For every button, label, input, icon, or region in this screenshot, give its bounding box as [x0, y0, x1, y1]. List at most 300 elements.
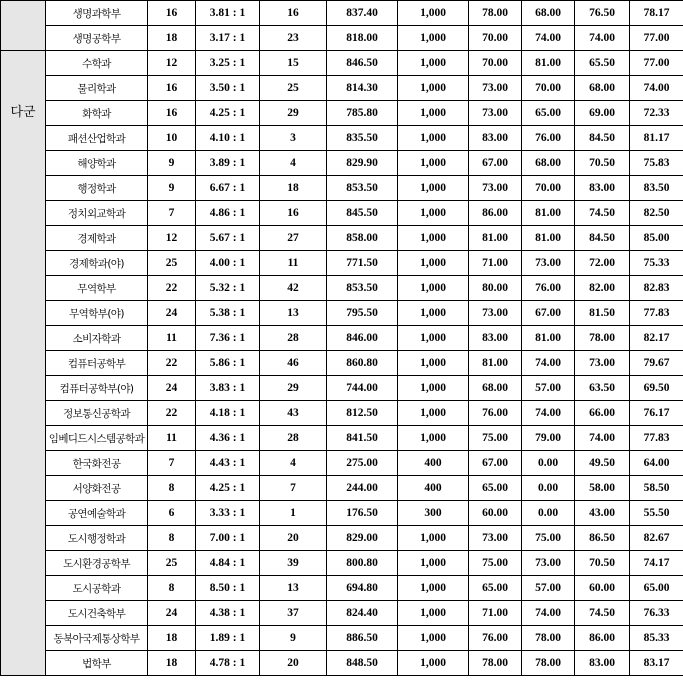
score-c-cell: 74.50	[575, 601, 630, 626]
score-d-cell: 81.17	[630, 126, 683, 151]
quota-cell: 16	[148, 101, 196, 126]
competition-rate-cell: 3.25 : 1	[196, 51, 260, 76]
quota-cell: 24	[148, 601, 196, 626]
score-b-cell: 81.00	[522, 326, 575, 351]
additional-pass-cell: 25	[260, 76, 327, 101]
max-score-cell: 400	[398, 451, 469, 476]
competition-rate-cell: 6.67 : 1	[196, 176, 260, 201]
competition-rate-cell: 4.84 : 1	[196, 551, 260, 576]
score-a-cell: 78.00	[469, 651, 522, 676]
score-d-cell: 78.17	[630, 1, 683, 26]
table-row	[1, 526, 683, 551]
score-a-cell: 60.00	[469, 501, 522, 526]
score-a-cell: 83.00	[469, 126, 522, 151]
table-row	[1, 51, 683, 76]
score-b-cell: 67.00	[522, 301, 575, 326]
score-a-cell: 68.00	[469, 376, 522, 401]
competition-rate-cell: 4.43 : 1	[196, 451, 260, 476]
quota-cell: 11	[148, 326, 196, 351]
group-label-cell: 다군	[1, 51, 46, 676]
max-score-cell: 1,000	[398, 326, 469, 351]
score-a-cell: 76.00	[469, 626, 522, 651]
score-b-cell: 78.00	[522, 651, 575, 676]
additional-pass-cell: 18	[260, 176, 327, 201]
score-b-cell: 0.00	[522, 501, 575, 526]
score-c-cell: 83.00	[575, 651, 630, 676]
department-name-cell: 도시공학과	[46, 576, 148, 601]
table-row	[1, 576, 683, 601]
score-a-cell: 65.00	[469, 476, 522, 501]
max-score-cell: 1,000	[398, 551, 469, 576]
score-b-cell: 73.00	[522, 551, 575, 576]
quota-cell: 24	[148, 301, 196, 326]
max-score-cell: 1,000	[398, 76, 469, 101]
max-score-cell: 1,000	[398, 251, 469, 276]
score-d-cell: 72.33	[630, 101, 683, 126]
department-name-cell: 행정학과	[46, 176, 148, 201]
score-d-cell: 83.17	[630, 651, 683, 676]
department-name-cell: 공연예술학과	[46, 501, 148, 526]
total-score-cell: 176.50	[327, 501, 398, 526]
score-c-cell: 69.00	[575, 101, 630, 126]
score-a-cell: 86.00	[469, 201, 522, 226]
max-score-cell: 1,000	[398, 301, 469, 326]
score-d-cell: 74.00	[630, 76, 683, 101]
score-b-cell: 76.00	[522, 126, 575, 151]
score-a-cell: 81.00	[469, 226, 522, 251]
department-name-cell: 정치외교학과	[46, 201, 148, 226]
additional-pass-cell: 1	[260, 501, 327, 526]
table-row	[1, 651, 683, 676]
max-score-cell: 1,000	[398, 526, 469, 551]
additional-pass-cell: 23	[260, 26, 327, 51]
score-d-cell: 69.50	[630, 376, 683, 401]
competition-rate-cell: 3.33 : 1	[196, 501, 260, 526]
department-name-cell: 생명공학부	[46, 26, 148, 51]
score-a-cell: 73.00	[469, 176, 522, 201]
department-name-cell: 도시환경공학부	[46, 551, 148, 576]
max-score-cell: 1,000	[398, 101, 469, 126]
total-score-cell: 800.80	[327, 551, 398, 576]
score-a-cell: 70.00	[469, 51, 522, 76]
score-d-cell: 79.67	[630, 351, 683, 376]
max-score-cell: 300	[398, 501, 469, 526]
competition-rate-cell: 3.83 : 1	[196, 376, 260, 401]
total-score-cell: 846.00	[327, 326, 398, 351]
max-score-cell: 1,000	[398, 201, 469, 226]
max-score-cell: 1,000	[398, 26, 469, 51]
total-score-cell: 812.50	[327, 401, 398, 426]
additional-pass-cell: 3	[260, 126, 327, 151]
score-b-cell: 79.00	[522, 426, 575, 451]
department-name-cell: 도시행정학과	[46, 526, 148, 551]
additional-pass-cell: 16	[260, 201, 327, 226]
department-name-cell: 경제학과(야)	[46, 251, 148, 276]
max-score-cell: 400	[398, 476, 469, 501]
total-score-cell: 853.50	[327, 176, 398, 201]
total-score-cell: 694.80	[327, 576, 398, 601]
score-c-cell: 86.50	[575, 526, 630, 551]
table-row	[1, 351, 683, 376]
quota-cell: 22	[148, 401, 196, 426]
additional-pass-cell: 4	[260, 151, 327, 176]
score-a-cell: 78.00	[469, 1, 522, 26]
department-name-cell: 정보통신공학과	[46, 401, 148, 426]
total-score-cell: 835.50	[327, 126, 398, 151]
department-name-cell: 패션산업학과	[46, 126, 148, 151]
score-c-cell: 58.00	[575, 476, 630, 501]
max-score-cell: 1,000	[398, 151, 469, 176]
department-name-cell: 무역학부(야)	[46, 301, 148, 326]
competition-rate-cell: 4.78 : 1	[196, 651, 260, 676]
score-d-cell: 85.33	[630, 626, 683, 651]
score-d-cell: 77.83	[630, 426, 683, 451]
additional-pass-cell: 42	[260, 276, 327, 301]
score-c-cell: 76.50	[575, 1, 630, 26]
score-a-cell: 71.00	[469, 251, 522, 276]
table-row	[1, 476, 683, 501]
score-b-cell: 74.00	[522, 26, 575, 51]
department-name-cell: 소비자학과	[46, 326, 148, 351]
quota-cell: 11	[148, 426, 196, 451]
department-name-cell: 해양학과	[46, 151, 148, 176]
score-c-cell: 73.00	[575, 351, 630, 376]
max-score-cell: 1,000	[398, 576, 469, 601]
table-row	[1, 126, 683, 151]
max-score-cell: 1,000	[398, 651, 469, 676]
score-a-cell: 67.00	[469, 151, 522, 176]
max-score-cell: 1,000	[398, 126, 469, 151]
score-b-cell: 65.00	[522, 101, 575, 126]
max-score-cell: 1,000	[398, 376, 469, 401]
department-name-cell: 한국화전공	[46, 451, 148, 476]
competition-rate-cell: 4.25 : 1	[196, 476, 260, 501]
max-score-cell: 1,000	[398, 276, 469, 301]
score-b-cell: 73.00	[522, 251, 575, 276]
department-name-cell: 법학부	[46, 651, 148, 676]
max-score-cell: 1,000	[398, 601, 469, 626]
additional-pass-cell: 7	[260, 476, 327, 501]
competition-rate-cell: 5.32 : 1	[196, 276, 260, 301]
additional-pass-cell: 46	[260, 351, 327, 376]
total-score-cell: 860.80	[327, 351, 398, 376]
additional-pass-cell: 28	[260, 426, 327, 451]
additional-pass-cell: 11	[260, 251, 327, 276]
quota-cell: 18	[148, 26, 196, 51]
additional-pass-cell: 13	[260, 301, 327, 326]
score-c-cell: 68.00	[575, 76, 630, 101]
quota-cell: 16	[148, 1, 196, 26]
score-c-cell: 65.50	[575, 51, 630, 76]
score-b-cell: 57.00	[522, 576, 575, 601]
score-c-cell: 84.50	[575, 226, 630, 251]
score-d-cell: 74.17	[630, 551, 683, 576]
score-b-cell: 75.00	[522, 526, 575, 551]
max-score-cell: 1,000	[398, 226, 469, 251]
total-score-cell: 275.00	[327, 451, 398, 476]
table-row	[1, 176, 683, 201]
quota-cell: 18	[148, 651, 196, 676]
score-a-cell: 73.00	[469, 76, 522, 101]
additional-pass-cell: 43	[260, 401, 327, 426]
score-c-cell: 60.00	[575, 576, 630, 601]
quota-cell: 16	[148, 76, 196, 101]
competition-rate-cell: 1.89 : 1	[196, 626, 260, 651]
additional-pass-cell: 37	[260, 601, 327, 626]
table-row	[1, 501, 683, 526]
score-c-cell: 81.50	[575, 301, 630, 326]
score-a-cell: 67.00	[469, 451, 522, 476]
quota-cell: 12	[148, 51, 196, 76]
score-c-cell: 66.00	[575, 401, 630, 426]
competition-rate-cell: 3.17 : 1	[196, 26, 260, 51]
score-d-cell: 82.50	[630, 201, 683, 226]
competition-rate-cell: 4.86 : 1	[196, 201, 260, 226]
quota-cell: 18	[148, 626, 196, 651]
score-c-cell: 70.50	[575, 151, 630, 176]
max-score-cell: 1,000	[398, 351, 469, 376]
score-a-cell: 80.00	[469, 276, 522, 301]
table-row	[1, 26, 683, 51]
department-name-cell: 물리학과	[46, 76, 148, 101]
department-name-cell: 수학과	[46, 51, 148, 76]
competition-rate-cell: 7.36 : 1	[196, 326, 260, 351]
score-b-cell: 74.00	[522, 601, 575, 626]
quota-cell: 25	[148, 251, 196, 276]
score-d-cell: 85.00	[630, 226, 683, 251]
additional-pass-cell: 20	[260, 526, 327, 551]
score-d-cell: 64.00	[630, 451, 683, 476]
table-row	[1, 601, 683, 626]
score-b-cell: 74.00	[522, 401, 575, 426]
total-score-cell: 795.50	[327, 301, 398, 326]
score-d-cell: 75.83	[630, 151, 683, 176]
score-c-cell: 74.00	[575, 426, 630, 451]
quota-cell: 22	[148, 276, 196, 301]
competition-rate-cell: 4.18 : 1	[196, 401, 260, 426]
total-score-cell: 818.00	[327, 26, 398, 51]
score-d-cell: 76.33	[630, 601, 683, 626]
additional-pass-cell: 4	[260, 451, 327, 476]
total-score-cell: 858.00	[327, 226, 398, 251]
score-a-cell: 73.00	[469, 526, 522, 551]
score-a-cell: 71.00	[469, 601, 522, 626]
department-name-cell: 컴퓨터공학부	[46, 351, 148, 376]
score-d-cell: 82.17	[630, 326, 683, 351]
score-c-cell: 82.00	[575, 276, 630, 301]
department-name-cell: 임베디드시스템공학과	[46, 426, 148, 451]
quota-cell: 24	[148, 376, 196, 401]
department-name-cell: 화학과	[46, 101, 148, 126]
score-a-cell: 75.00	[469, 551, 522, 576]
quota-cell: 8	[148, 576, 196, 601]
additional-pass-cell: 27	[260, 226, 327, 251]
score-d-cell: 77.00	[630, 51, 683, 76]
score-b-cell: 78.00	[522, 626, 575, 651]
total-score-cell: 848.50	[327, 651, 398, 676]
quota-cell: 12	[148, 226, 196, 251]
department-name-cell: 무역학부	[46, 276, 148, 301]
score-b-cell: 68.00	[522, 151, 575, 176]
total-score-cell: 846.50	[327, 51, 398, 76]
competition-rate-cell: 3.89 : 1	[196, 151, 260, 176]
score-a-cell: 73.00	[469, 101, 522, 126]
competition-rate-cell: 7.00 : 1	[196, 526, 260, 551]
score-c-cell: 63.50	[575, 376, 630, 401]
department-name-cell: 생명과학부	[46, 1, 148, 26]
score-b-cell: 74.00	[522, 351, 575, 376]
score-c-cell: 83.00	[575, 176, 630, 201]
total-score-cell: 829.00	[327, 526, 398, 551]
department-name-cell: 서양화전공	[46, 476, 148, 501]
additional-pass-cell: 29	[260, 376, 327, 401]
quota-cell: 8	[148, 476, 196, 501]
score-d-cell: 58.50	[630, 476, 683, 501]
score-d-cell: 77.83	[630, 301, 683, 326]
total-score-cell: 845.50	[327, 201, 398, 226]
department-name-cell: 동북아국제통상학부	[46, 626, 148, 651]
competition-rate-cell: 8.50 : 1	[196, 576, 260, 601]
table-row	[1, 76, 683, 101]
department-name-cell: 컴퓨터공학부(야)	[46, 376, 148, 401]
score-c-cell: 43.00	[575, 501, 630, 526]
table-row	[1, 451, 683, 476]
quota-cell: 7	[148, 451, 196, 476]
total-score-cell: 824.40	[327, 601, 398, 626]
score-b-cell: 70.00	[522, 176, 575, 201]
score-a-cell: 81.00	[469, 351, 522, 376]
table-row	[1, 326, 683, 351]
score-d-cell: 76.17	[630, 401, 683, 426]
quota-cell: 7	[148, 201, 196, 226]
department-name-cell: 경제학과	[46, 226, 148, 251]
competition-rate-cell: 4.36 : 1	[196, 426, 260, 451]
score-b-cell: 76.00	[522, 276, 575, 301]
score-a-cell: 75.00	[469, 426, 522, 451]
total-score-cell: 814.30	[327, 76, 398, 101]
score-b-cell: 70.00	[522, 76, 575, 101]
score-d-cell: 77.00	[630, 26, 683, 51]
score-c-cell: 70.50	[575, 551, 630, 576]
total-score-cell: 744.00	[327, 376, 398, 401]
quota-cell: 25	[148, 551, 196, 576]
score-d-cell: 55.50	[630, 501, 683, 526]
total-score-cell: 853.50	[327, 276, 398, 301]
table-row	[1, 401, 683, 426]
department-name-cell: 도시건축학부	[46, 601, 148, 626]
total-score-cell: 829.90	[327, 151, 398, 176]
score-d-cell: 82.67	[630, 526, 683, 551]
total-score-cell: 886.50	[327, 626, 398, 651]
score-b-cell: 81.00	[522, 226, 575, 251]
group-cell-previous	[1, 1, 46, 51]
additional-pass-cell: 15	[260, 51, 327, 76]
total-score-cell: 841.50	[327, 426, 398, 451]
competition-rate-cell: 4.38 : 1	[196, 601, 260, 626]
quota-cell: 9	[148, 151, 196, 176]
score-c-cell: 72.00	[575, 251, 630, 276]
additional-pass-cell: 16	[260, 1, 327, 26]
score-b-cell: 81.00	[522, 51, 575, 76]
score-c-cell: 74.00	[575, 26, 630, 51]
score-c-cell: 49.50	[575, 451, 630, 476]
score-a-cell: 83.00	[469, 326, 522, 351]
score-d-cell: 83.50	[630, 176, 683, 201]
additional-pass-cell: 28	[260, 326, 327, 351]
table-row	[1, 626, 683, 651]
score-a-cell: 70.00	[469, 26, 522, 51]
competition-rate-cell: 5.38 : 1	[196, 301, 260, 326]
competition-rate-cell: 4.00 : 1	[196, 251, 260, 276]
table-row	[1, 226, 683, 251]
table-row	[1, 301, 683, 326]
total-score-cell: 785.80	[327, 101, 398, 126]
max-score-cell: 1,000	[398, 1, 469, 26]
table-row	[1, 101, 683, 126]
total-score-cell: 244.00	[327, 476, 398, 501]
additional-pass-cell: 9	[260, 626, 327, 651]
quota-cell: 10	[148, 126, 196, 151]
table-row	[1, 1, 683, 26]
additional-pass-cell: 39	[260, 551, 327, 576]
score-a-cell: 65.00	[469, 576, 522, 601]
table-row	[1, 201, 683, 226]
score-c-cell: 74.50	[575, 201, 630, 226]
max-score-cell: 1,000	[398, 426, 469, 451]
score-d-cell: 82.83	[630, 276, 683, 301]
competition-rate-cell: 5.67 : 1	[196, 226, 260, 251]
score-a-cell: 76.00	[469, 401, 522, 426]
score-b-cell: 68.00	[522, 1, 575, 26]
competition-rate-cell: 3.50 : 1	[196, 76, 260, 101]
table-body	[1, 1, 683, 676]
quota-cell: 22	[148, 351, 196, 376]
score-b-cell: 0.00	[522, 451, 575, 476]
total-score-cell: 771.50	[327, 251, 398, 276]
max-score-cell: 1,000	[398, 401, 469, 426]
additional-pass-cell: 29	[260, 101, 327, 126]
max-score-cell: 1,000	[398, 626, 469, 651]
score-a-cell: 73.00	[469, 301, 522, 326]
score-c-cell: 86.00	[575, 626, 630, 651]
score-c-cell: 78.00	[575, 326, 630, 351]
score-b-cell: 57.00	[522, 376, 575, 401]
score-d-cell: 75.33	[630, 251, 683, 276]
table-row	[1, 376, 683, 401]
additional-pass-cell: 13	[260, 576, 327, 601]
quota-cell: 9	[148, 176, 196, 201]
table-row	[1, 251, 683, 276]
table-row	[1, 426, 683, 451]
score-d-cell: 65.00	[630, 576, 683, 601]
competition-rate-cell: 3.81 : 1	[196, 1, 260, 26]
competition-rate-cell: 4.10 : 1	[196, 126, 260, 151]
quota-cell: 8	[148, 526, 196, 551]
quota-cell: 6	[148, 501, 196, 526]
total-score-cell: 837.40	[327, 1, 398, 26]
table-row	[1, 276, 683, 301]
additional-pass-cell: 20	[260, 651, 327, 676]
competition-rate-cell: 4.25 : 1	[196, 101, 260, 126]
score-b-cell: 0.00	[522, 476, 575, 501]
table-row	[1, 151, 683, 176]
score-c-cell: 84.50	[575, 126, 630, 151]
max-score-cell: 1,000	[398, 51, 469, 76]
max-score-cell: 1,000	[398, 176, 469, 201]
score-b-cell: 81.00	[522, 201, 575, 226]
competition-rate-cell: 5.86 : 1	[196, 351, 260, 376]
table-row	[1, 551, 683, 576]
